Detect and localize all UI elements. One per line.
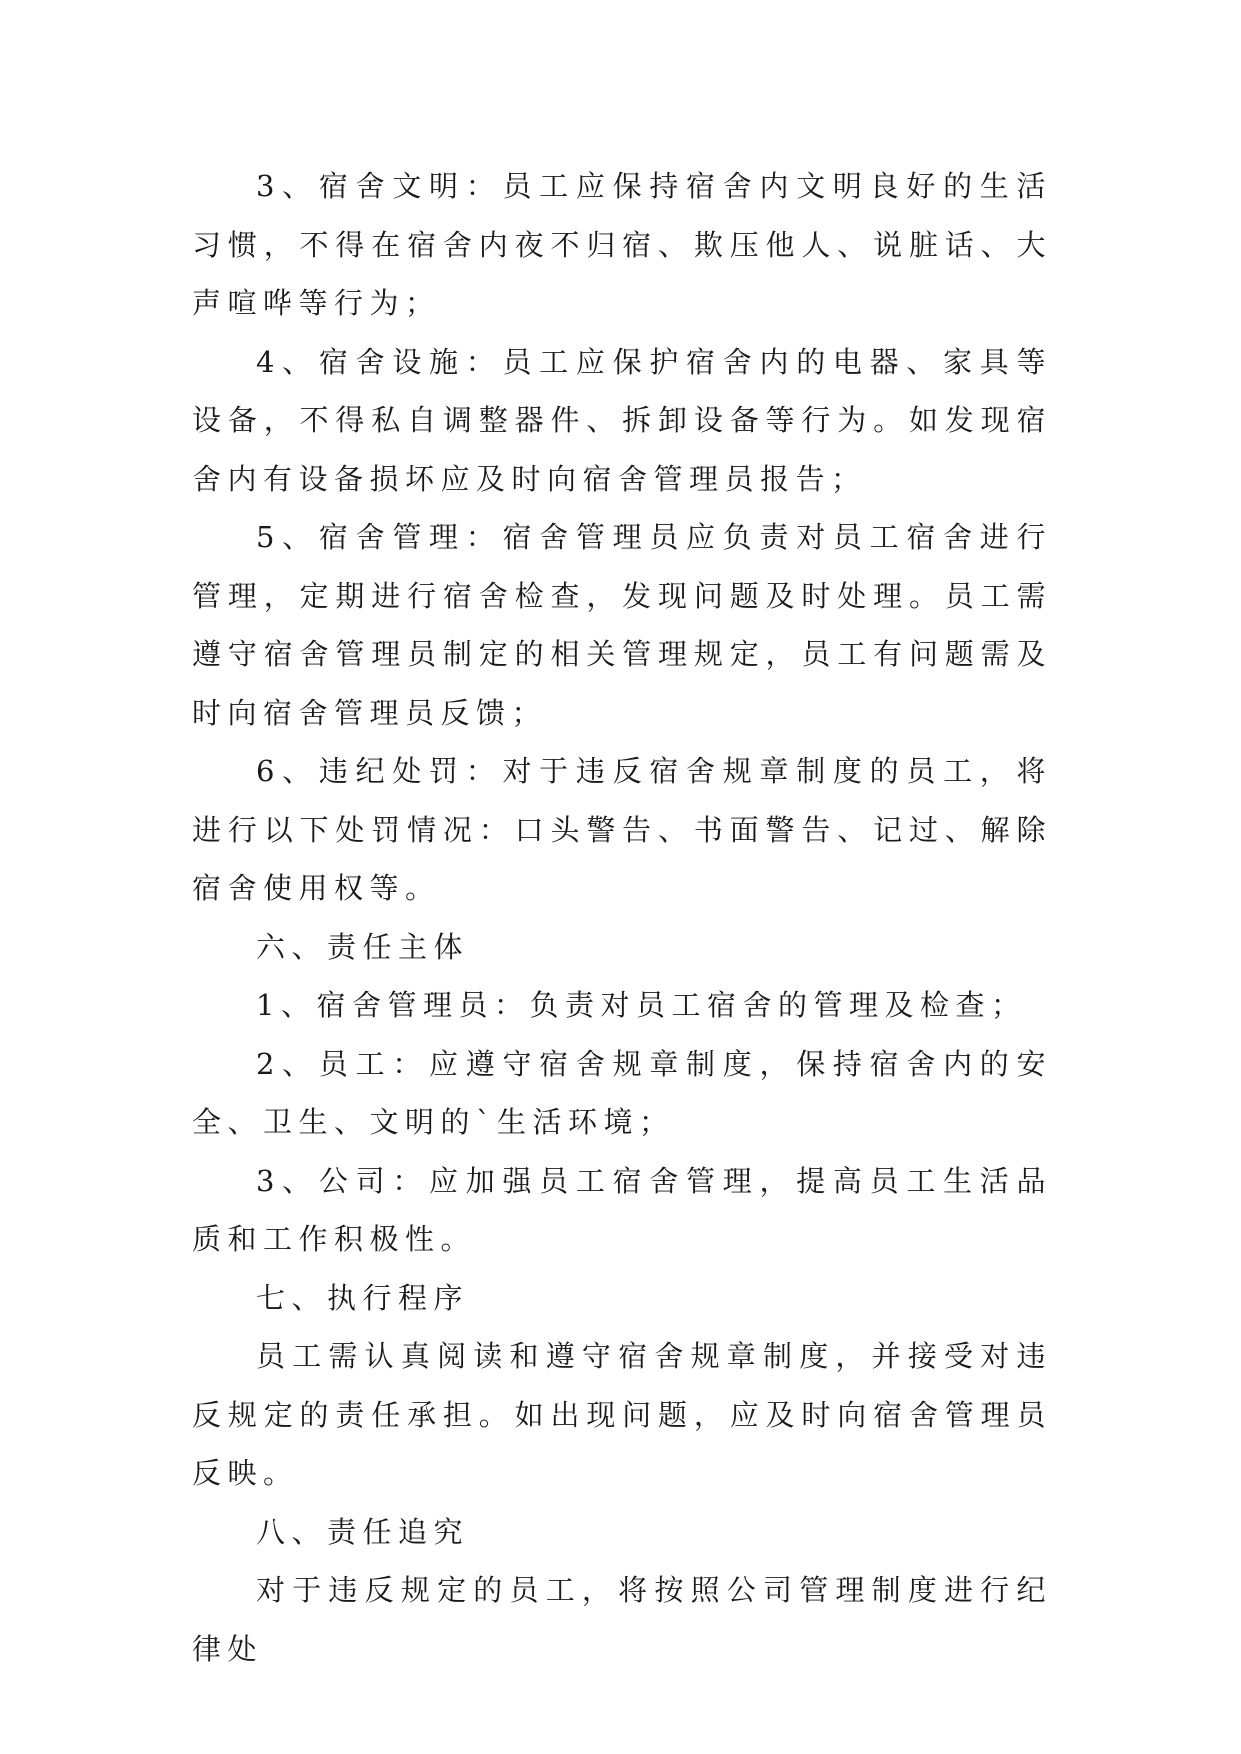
section-heading-procedure: 七、执行程序 [256, 1280, 470, 1315]
paragraph-company-duty: 3、公司：应加强员工宿舍管理，提高员工生活品质和工作积极性。 [192, 1163, 1052, 1256]
section-heading-responsibility: 六、责任主体 [256, 929, 470, 964]
paragraph-discipline-penalty: 6、违纪处罚：对于违反宿舍规章制度的员工，将进行以下处罚情况：口头警告、书面警告、记过、解除宿舍使用权等。 [192, 754, 1052, 905]
paragraph-procedure: 员工需认真阅读和遵守宿舍规章制度，并接受对违反规定的责任承担。如出现问题，应及时向宿舍管理员反映。 [192, 1339, 1052, 1490]
document-body [192, 157, 1052, 1678]
paragraph-employee-duty: 2、员工：应遵守宿舍规章制度，保持宿舍内的安全、卫生、文明的`生活环境； [192, 1046, 1052, 1139]
paragraph-dorm-management: 5、宿舍管理：宿舍管理员应负责对员工宿舍进行管理，定期进行宿舍检查，发现问题及时处理。员工需遵守宿舍管理员制定的相关管理规定，员工有问题需及时向宿舍管理员反馈； [192, 520, 1052, 730]
paragraph-dorm-manager-duty: 1、宿舍管理员：负责对员工宿舍的管理及检查； [256, 988, 1027, 1022]
section-heading-accountability: 八、责任追究 [256, 1514, 470, 1549]
paragraph-dorm-facilities: 4、宿舍设施：员工应保护宿舍内的电器、家具等设备，不得私自调整器件、拆卸设备等行为。如发现宿舍内有设备损坏应及时向宿舍管理员报告； [192, 344, 1052, 496]
paragraph-dorm-civility: 3、宿舍文明：员工应保持宿舍内文明良好的生活习惯，不得在宿舍内夜不归宿、欺压他人、说脏话、大声喧哗等行为； [192, 169, 1052, 320]
paragraph-accountability: 对于违反规定的员工，将按照公司管理制度进行纪律处 [192, 1573, 1052, 1666]
